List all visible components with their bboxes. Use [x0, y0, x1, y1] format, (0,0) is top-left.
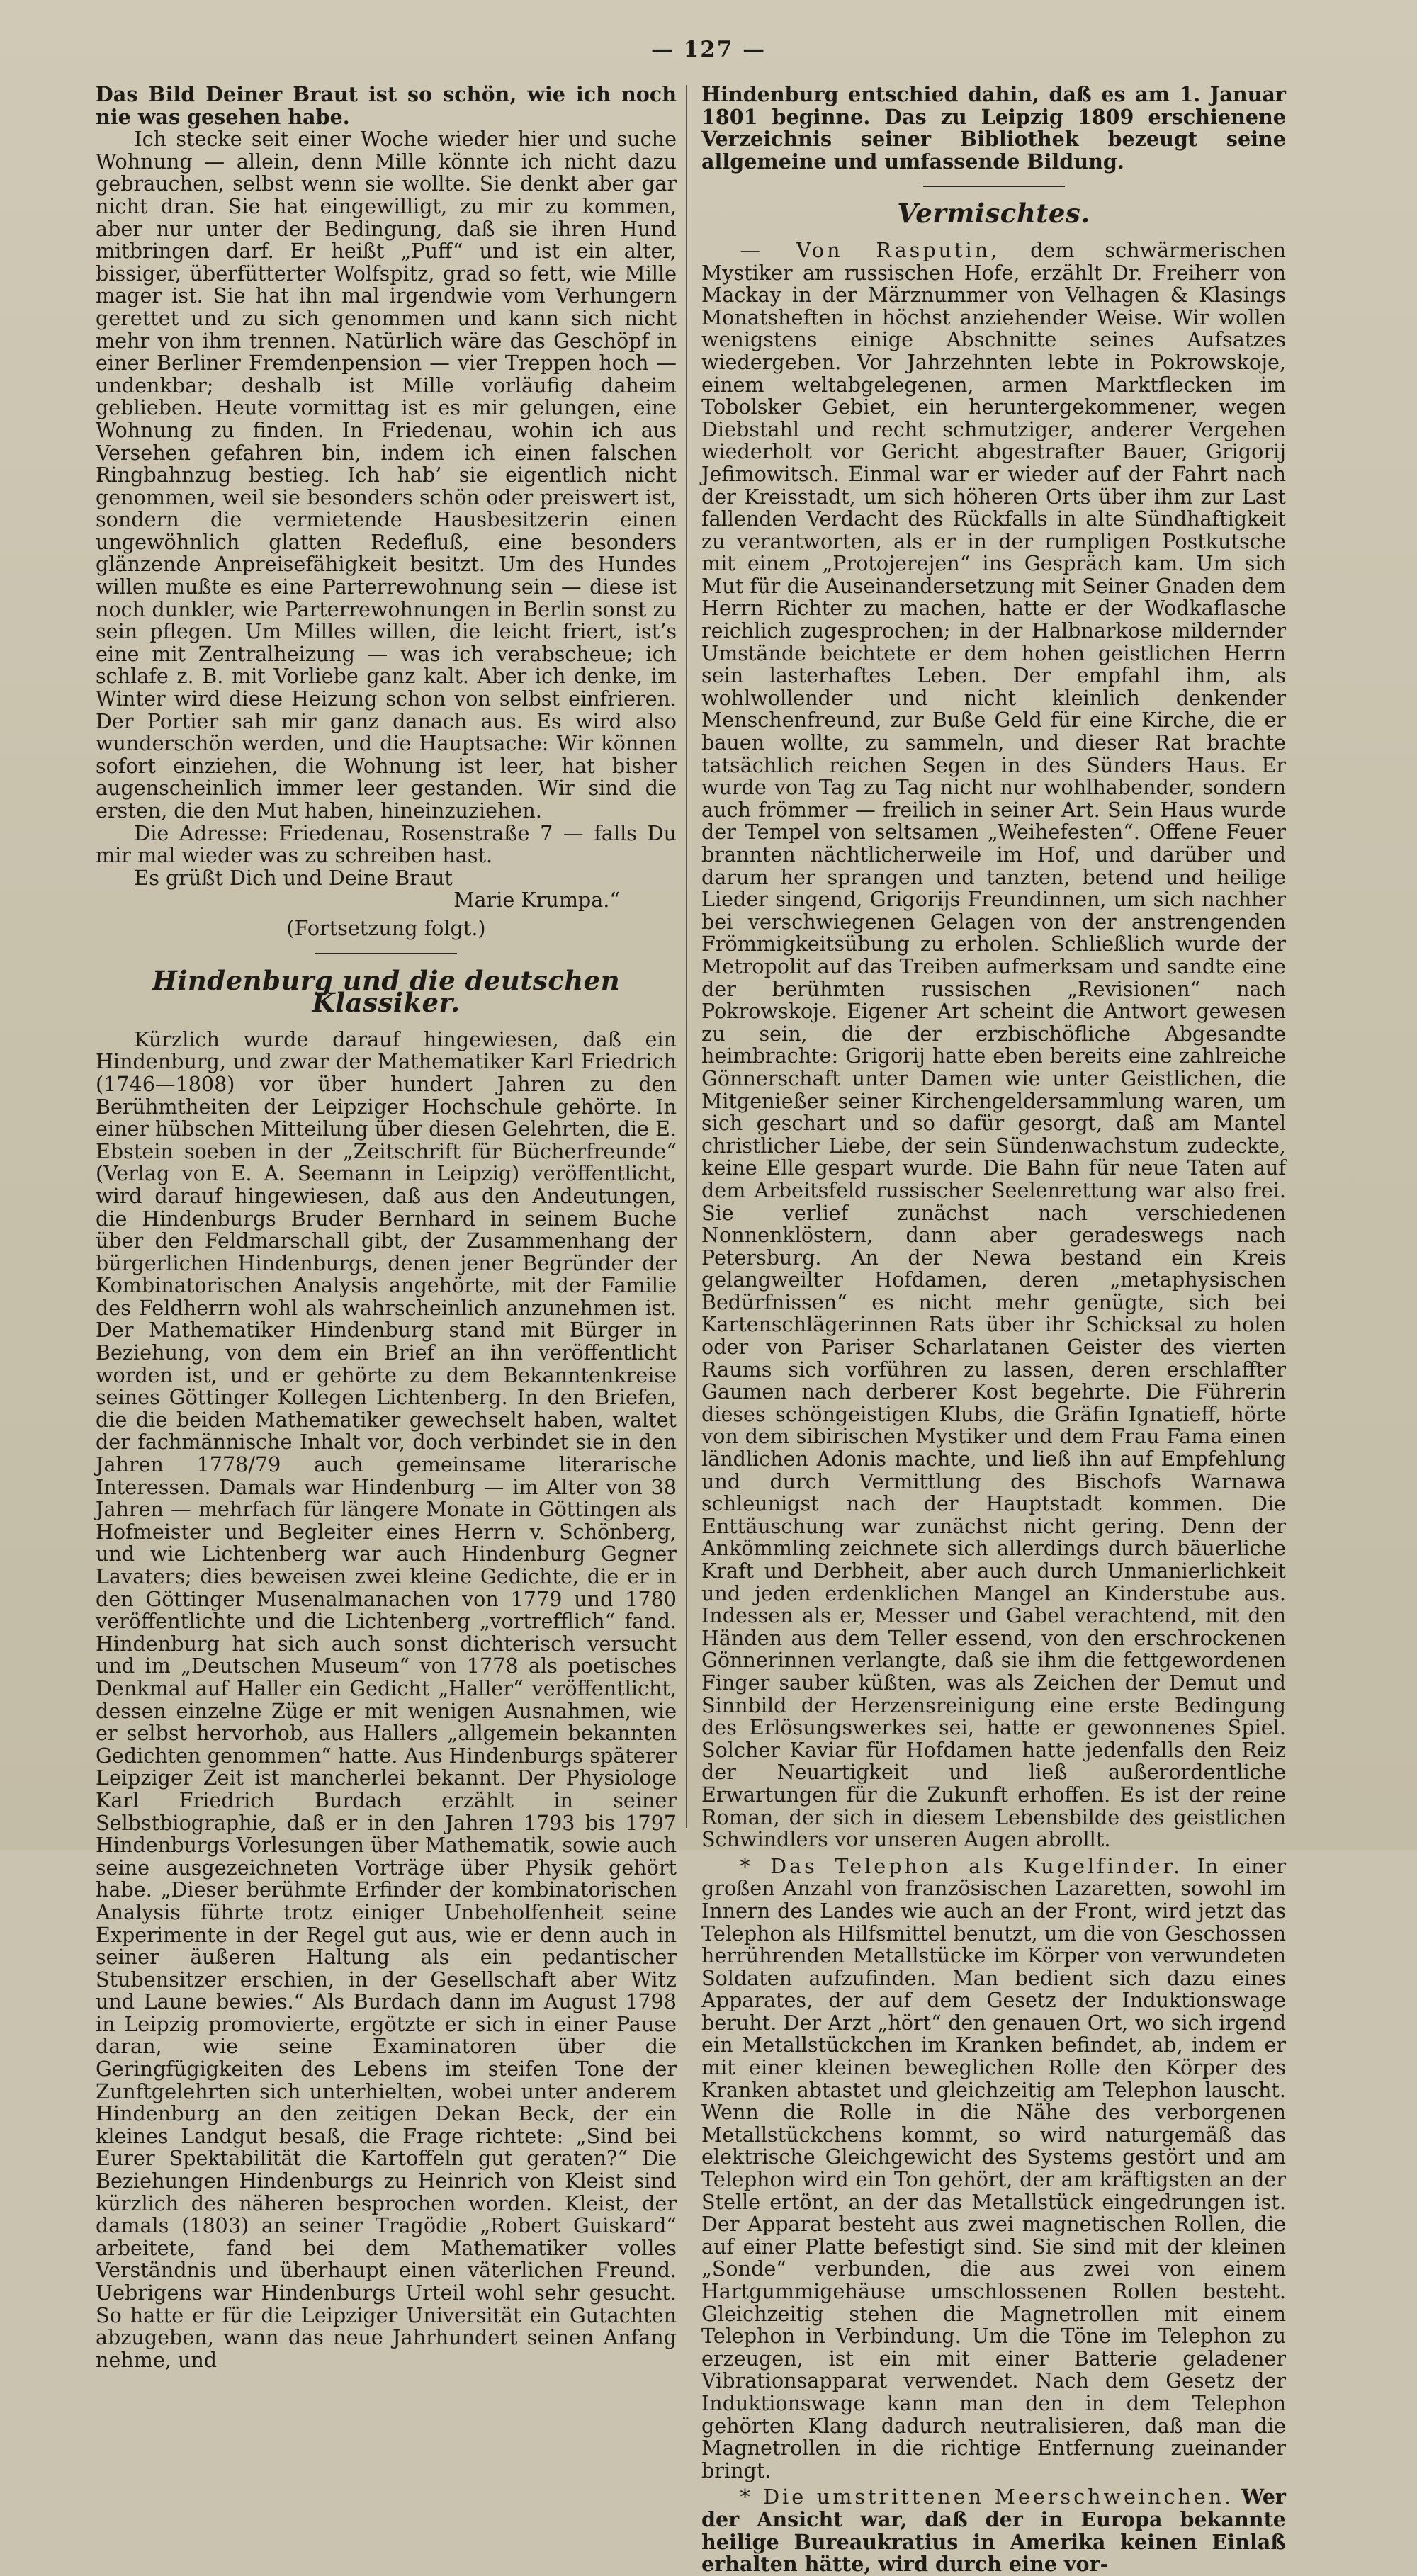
section-separator [923, 186, 1065, 187]
section-separator [315, 953, 457, 954]
item-lead: * Die umstrittenen Meerschweinchen. [740, 2485, 1234, 2509]
section-heading: Vermischtes. [897, 198, 1090, 230]
article-heading: Hindenburg und die deutschen Klassiker. [152, 964, 621, 1019]
story-signature: Marie Krumpa.“ [453, 888, 620, 913]
article-body: Kürzlich wurde darauf hingewiesen, daß ein Hindenburg, und zwar der Mathematiker Karl Friedrich (1746—1808) vor über hundert Jahren zu den Berühmtheiten der Leipziger Hochschule gehörte. In einer hübschen Mitteilung über diesen Gelehrten, die E. Ebstein soeben in der „Zeitschrift für Bücherfreunde“ (Verlag von E. A. Seemann in Leipzig) veröffentlicht, wird darauf hingewiesen, daß aus den Andeutungen, die Hindenburgs Bruder Bernhard in seinem Buche über den Feldmarschall gibt, der Zusammenhang der bürgerlichen Hindenburgs, denen jener Begründer der Kombinatorischen Analysis angehörte, mit der Familie des Feldherrn wohl als wahrscheinlich anzunehmen ist. Der Mathematiker Hindenburg stand mit Bürger in Beziehung, von dem ein Brief an ihn veröffentlicht worden ist, und er gehörte zu dem Bekanntenkreise seines Göttinger Kollegen Lichtenberg. In den Briefen, die die beiden Mathematiker gewechselt haben, waltet der fachmännische Inhalt vor, doch verbindet sie in den Jahren 1778/79 auch gemeinsame literarische Interessen. Damals war Hindenburg — im Alter von 38 Jahren — mehrfach für längere Monate in Göttingen als Hofmeister und Begleiter eines Herrn v. Schönberg, und wie Lichtenberg war auch Hindenburg Gegner Lavaters; dies beweisen zwei kleine Gedichte, die er in den Göttinger Musenalmanachen von 1779 und 1780 veröffentlichte und die Lichtenberg „vortrefflich“ fand. Hindenburg hat sich auch sonst dichterisch versucht und im „Deutschen Museum“ von 1778 als poetisches Denkmal auf Haller ein Gedicht „Haller“ veröffentlicht, dessen einzelne Züge er mit wenigen Ausnahmen, wie er selbst hervorhob, aus Hallers „allgemein bekannten Gedichten genommen“ hatte. Aus Hindenburgs späterer Leipziger Zeit ist mancherlei bekannt. Der Physiologe Karl Friedrich Burdach erzählt in seiner Selbstbiographie, daß er in den Jahren 1793 bis 1797 Hindenburgs Vorlesungen über Mathematik, sowie auch seine ausgezeichneten Vorträge über Physik gehört habe. „Dieser berühmte Erfinder der kombinatorischen Analysis führte trotz einiger Unbeholfenheit seine Experimente in der Regel gut aus, wie er denn auch in seiner äußeren Haltung als ein pedantischer Stubensitzer erschien, in der Gesellschaft aber Witz und Laune bewies.“ Als Burdach dann im August 1798 in Leipzig promovierte, ergötzte er sich in einer Pause daran, wie seine Examinatoren über die Geringfügigkeiten des Lebens im steifen Tone der Zunftgelehrten sich unterhielten, wobei unter anderem Hindenburg an den zeitigen Dekan Beck, der ein kleines Landgut besaß, die Frage richtete: „Sind bei Eurer Spektabilität die Kartoffeln gut geraten?“ Die Beziehungen Hindenburgs zu Heinrich von Kleist sind kürzlich des näheren besprochen worden. Kleist, der damals (1803) an seiner Tragödie „Robert Guiskard“ arbeitete, fand bei dem Mathematiker volles Verständnis und überhaupt einen väterlichen Freund. Uebrigens war Hindenburgs Urteil wohl sehr gesucht. So hatte er für die Leipziger Universität ein Gutachten abzugeben, wann das neue Jahrhundert seinen Anfang nehme, und [96, 1027, 677, 2372]
article-continuation: Hindenburg entschied dahin, daß es am 1. Januar 1801 beginne. Das zu Leipzig 1809 erschienene Verzeichnis seiner Bibliothek bezeugt seine allgemeine und umfassende Bildung. [701, 82, 1286, 174]
item-text: In einer großen Anzahl von französischen Lazaretten, sowohl im Innern des Landes wie auch an der Front, wird jetzt das Telephon als Hilfsmittel benutzt, um die von Geschossen herrührenden Metallstücke im Körper von verwundeten Soldaten aufzufinden. Man bedient sich dazu eines Apparates, der auf dem Gesetz der Induktionswage beruht. Der Arzt „hört“ den genauen Ort, wo sich irgend ein Metallstückchen im Kranken befindet, ab, indem er mit einer kleinen beweglichen Rolle den Körper des Kranken abtastet und gleichzeitig am Telephon lauscht. Wenn die Rolle in die Nähe des verborgenen Metallstückchens kommt, so wird naturgemäß das elektrische Gleichgewicht des Systems gestört und am Telephon wird ein Ton gehört, der am kräftigsten an der Stelle ertönt, an der das Metallstück eingedrungen ist. Der Apparat besteht aus zwei magnetischen Rollen, die auf einer Platte befestigt sind. Sie sind mit der kleinen „Sonde“ verbunden, die aus zwei von einem Hartgummigehäuse umschlossenen Rollen besteht. Gleichzeitig stehen die Magnetrollen mit einem Telephon in Verbindung. Um die Töne im Telephon zu erzeugen, ist ein mit einer Batterie geladener Vibrationsapparat verwendet. Nach dem Gesetz der Induktionswage kann man den in dem Telephon gehörten Klang dadurch neutralisieren, daß man die Magnetrollen in die richtige Entfernung zueinander bringt. [701, 1853, 1286, 2482]
news-item-meerschweinchen [701, 2486, 1286, 2575]
item-text: dem schwärmerischen Mystiker am russischen Hofe, erzählt Dr. Freiherr von Mackay in der Märznummer von Velhagen & Klasings Monatsheften in höchst anziehender Weise. Wir wollen wenigstens einige Abschnitte seines Aufsatzes wiedergeben. Vor Jahrzehnten lebte in Pokrowskoje, einem weltabgelegenen, armen Marktflecken im Tobolsker Gebiet, ein heruntergekommener, wegen Diebstahl und recht schmutziger, anderer Vergehen wiederholt vor Gericht abgestrafter Bauer, Grigorij Jefimowitsch. Einmal war er wieder auf der Fahrt nach der Kreisstadt, um sich höheren Orts über ihm zur Last fallenden Verdacht des Rückfalls in alte Sündhaftigkeit zu verantworten, als er in der rumpligen Postkutsche mit einem „Protojerejen“ ins Gespräch kam. Um sich Mut für die Auseinandersetzung mit Seiner Gnaden dem Herrn Richter zu machen, hatte er der Wodkaflasche reichlich zugesprochen; in der Halbnarkose mildernder Umstände beichtete er dem hohen geistlichen Herrn sein lasterhaftes Leben. Der empfahl ihm, als wohlwollender und nicht kleinlich denkender Menschenfreund, zur Buße Geld für eine Kirche, die er bauen wollte, zu sammeln, und dieser Rat brachte tatsächlich reichen Segen in des Sünders Haus. Er wurde von Tag zu Tag nicht nur wohlhabender, sondern auch frömmer — freilich in seiner Art. Sein Haus wurde der Tempel von seltsamen „Weihefesten“. Offene Feuer brannten nächtlicherweile im Hof, und darüber und darum her sprangen und tanzten, betend und heilige Lieder singend, Grigorijs Freundinnen, um sich nachher bei verschwiegenen Gelagen von der anstrengenden Frömmigkeitsübung zu erholen. Schließlich wurde der Metropolit auf das Treiben aufmerksam und sandte eine der berühmten russischen „Revisionen“ nach Pokrowskoje. Eigener Art scheint die Antwort gewesen zu sein, die der erzbischöfliche Abgesandte heimbrachte: Grigorij hatte eben bereits eine zahlreiche Gönnerschaft unter Damen wie unter Geistlichen, die Mitgenießer seiner Kirchengeldersammlung waren, um sich geschart und so dafür gesorgt, daß am Mantel christlicher Liebe, der sein Sündenwachstum zudeckte, keine Elle gespart wurde. Die Bahn für neue Taten auf dem Arbeitsfeld russischer Seelenrettung war also frei. Sie verlief zunächst nach verschiedenen Nonnenklöstern, dann aber geradeswegs nach Petersburg. An der Newa bestand ein Kreis gelangweilter Hofdamen, deren „metaphysischen Bedürfnissen“ es nicht mehr genügte, sich bei Kartenschlägerinnen Rats über ihr Schicksal zu holen oder von Pariser Scharlatanen Geister des vierten Raums sich vorführen zu lassen, deren erschlaffter Gaumen nach derberer Kost begehrte. Die Führerin dieses schöngeistigen Klubs, die Gräfin Ignatieff, hörte von dem sibirischen Mystiker und dem Frau Fama einen ländlichen Adonis machte, und ließ ihn auf Empfehlung und durch Vermittlung des Bischofs Warnawa schleunigst nach der Hauptstadt kommen. Die Enttäuschung war zunächst nicht gering. Denn der Ankömmling zeichnete sich allerdings durch bäuerliche Kraft und Derbheit, aber auch durch Unmanierlichkeit und jeden erdenklichen Mangel an Kinderstube aus. Indessen als er, Messer und Gabel verachtend, mit den Händen aus dem Teller essend, von den erschrockenen Gönnerinnen verlangte, daß sie ihm die fettgewordenen Finger sauber küßten, was als Zeichen der Demut und Sinnbild der Herzensreinigung eine erste Bedingung des Erlösungswerkes sei, hatte er gewonnenes Spiel. Solcher Kaviar für Hofdamen hatte jedenfalls den Reiz der Neuartigkeit und ließ außerordentliche Erwartungen für die Zukunft erhoffen. Es ist der reine Roman, der sich in diesem Lebensbilde des geistlichen Schwindlers vor unseren Augen abrollt. [701, 237, 1286, 1852]
item-lead: — Von Rasputin, [740, 237, 1000, 262]
story-paragraph: Ich stecke seit einer Woche wieder hier und suche Wohnung — allein, denn Mille könnte ich nicht dazu gebrauchen, selbst wenn sie wollte. Sie denkt aber gar nicht dran. Sie hat eingewilligt, zu mir zu kommen, aber nur unter der Bedingung, daß sie ihren Hund mitbringen darf. Er heißt „Puff“ und ist ein alter, bissiger, überfütterter Wolfspitz, grad so fett, wie Mille mager ist. Sie hat ihn mal irgendwie vom Verhungern gerettet und zu sich genommen und kann sich nicht mehr von ihm trennen. Natürlich wäre das Geschöpf in einer Berliner Fremdenpension — vier Treppen hoch — undenkbar; deshalb ist Mille vorläufig daheim geblieben. Heute vormittag ist es mir gelungen, eine Wohnung zu finden. In Friedenau, wohin ich aus Versehen gefahren bin, indem ich einen falschen Ringbahnzug bestieg. Ich hab’ sie eigentlich nicht genommen, weil sie besonders schön oder preiswert ist, sondern die vermietende Hausbesitzerin einen ungewöhnlich glatten Redefluß, eine besonders glänzende Anpreisefähigkeit besitzt. Um des Hundes willen mußte es eine Parterrewohnung sein — diese ist noch dunkler, wie Parterrewohnungen in Berlin sonst zu sein pflegen. Um Milles willen, die leicht friert, ist’s eine mit Zentralheizung — was ich verabscheue; ich schlafe z. B. mit Vorliebe ganz kalt. Aber ich denke, im Winter wird diese Heizung schon von selbst einfrieren. Der Portier sah mir ganz danach aus. Es wird also wunderschön werden, und die Hauptsache: Wir können sofort einziehen, die Wohnung ist leer, hat bisher augenscheinlich immer leer gestanden. Wir sind die ersten, die den Mut haben, hineinzuziehen. [96, 127, 677, 823]
story-paragraph: Das Bild Deiner Braut ist so schön, wie ich noch nie was gesehen habe. [96, 82, 677, 129]
news-item-rasputin [701, 239, 1286, 1851]
left-column [96, 84, 677, 2371]
right-column [701, 84, 1286, 2576]
page-number: — 127 — [650, 37, 767, 62]
item-lead: * Das Telephon als Kugelfinder. [740, 1853, 1183, 1878]
item-text: Wer der Ansicht war, daß der in Europa bekannte heilige Bureaukratius in Amerika keinen Einlaß erhalten hätte, wird durch eine vor- [701, 2485, 1286, 2576]
continued-note: (Fortsetzung folgt.) [286, 915, 486, 940]
story-paragraph: Es grüßt Dich und Deine Braut [134, 865, 453, 890]
news-item-telephon [701, 1855, 1286, 2482]
column-divider [686, 85, 687, 1828]
story-paragraph: Die Adresse: Friedenau, Rosenstraße 7 — falls Du mir mal wieder was zu schreiben hast. [96, 820, 677, 868]
